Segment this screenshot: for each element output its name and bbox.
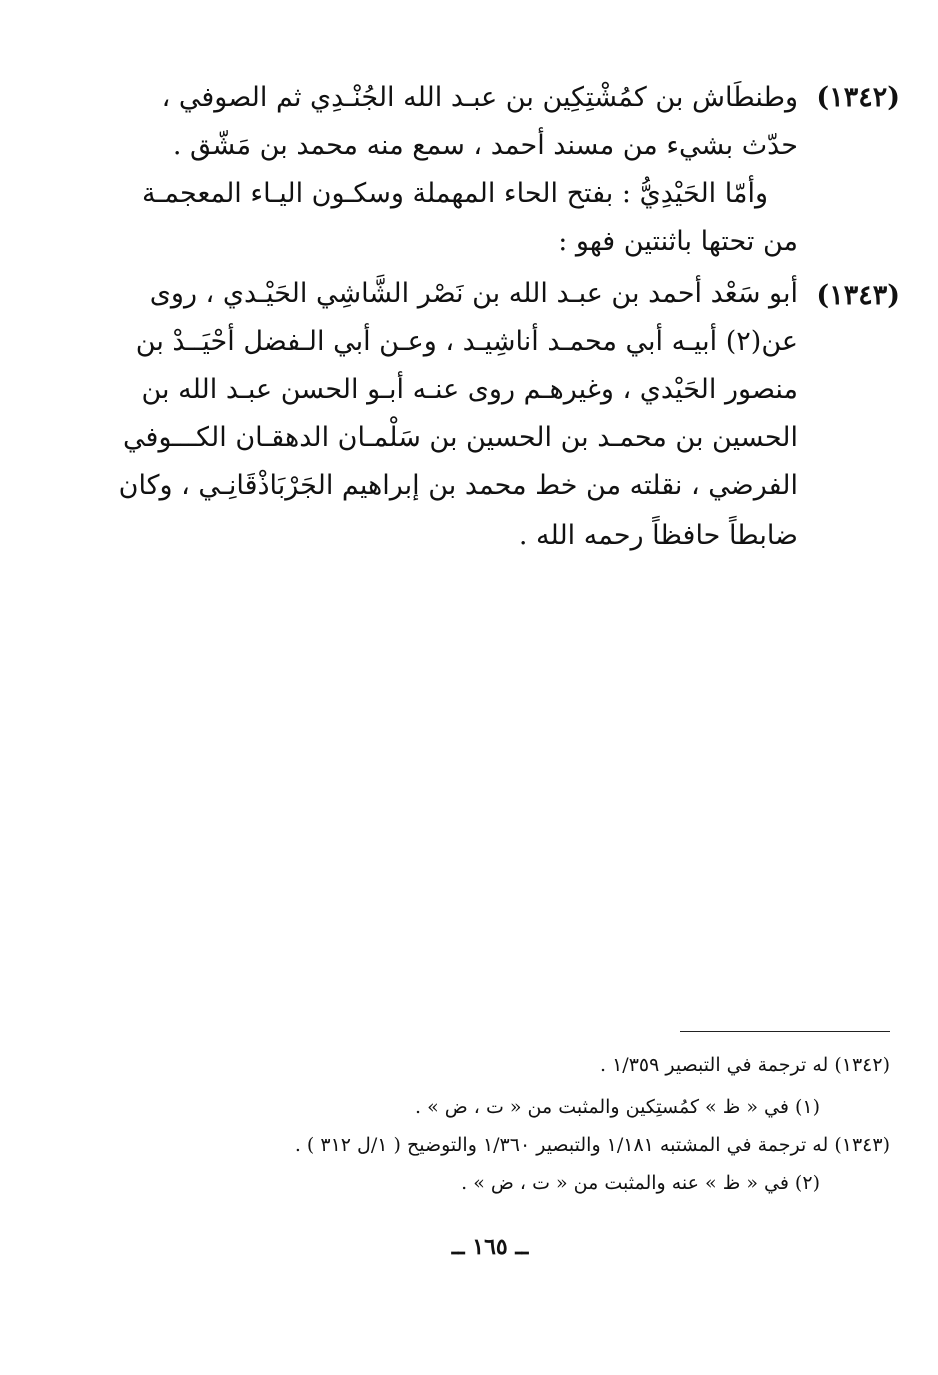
entry-line: منصور الحَيْدي ، وغيرهـم روى عنـه أبـو الحسن عبـد الله بن	[141, 374, 798, 405]
intro-line: من تحتها باثنتين فهو :	[558, 226, 798, 257]
footnote: (١٣٤٣) له ترجمة في المشتبه ١/١٨١ والتبصير ١/٣٦٠ والتوضيح ( ١/ل ٣١٢ ) .	[294, 1134, 890, 1156]
footnote: (٢) في « ظ » عنه والمثبت من « ت ، ض » .	[461, 1172, 820, 1194]
entry-line: وطنطَاش بن كمُشْتِكِين بن عبـد الله الجُنْـدِي ثم الصوفي ،	[161, 82, 798, 113]
entry-number: (١٣٤٢)	[816, 82, 900, 113]
entry-line: الحسين بن محمـد بن الحسين بن سَلْمـان الدهقـان الكـــوفي	[123, 422, 798, 453]
footnote: (١) في « ظ » كمُستِكين والمثبت من « ت ، ض » .	[415, 1096, 820, 1118]
entry-number: (١٣٤٣)	[816, 280, 900, 311]
intro-line: وأمّا الحَيْدِيُّ : بفتح الحاء المهملة وسكـون اليـاء المعجمـة	[142, 178, 768, 209]
entry-line: الفرضي ، نقلته من خط محمد بن إبراهيم الجَرْبَاذْقَانِـي ، وكان	[118, 470, 798, 501]
entry-line: حدّث بشيء من مسند أحمد ، سمع منه محمد بن مَشّق .	[172, 130, 798, 161]
entry-line: عن(٢) أبيـه أبي محمـد أناشِيـد ، وعـن أبي الـفضل أحْيَــدْ بن	[135, 326, 798, 357]
page-number: ــ ١٦٥ ــ	[451, 1234, 529, 1260]
entry-line: أبو سَعْد أحمد بن عبـد الله بن نَصْر الشَّاشِي الحَيْـدي ، روى	[149, 278, 798, 309]
footnote-divider	[680, 1031, 890, 1032]
entry-line: ضابطاً حافظاً رحمه الله .	[518, 520, 798, 551]
footnote: (١٣٤٢) له ترجمة في التبصير ١/٣٥٩ .	[600, 1054, 890, 1076]
